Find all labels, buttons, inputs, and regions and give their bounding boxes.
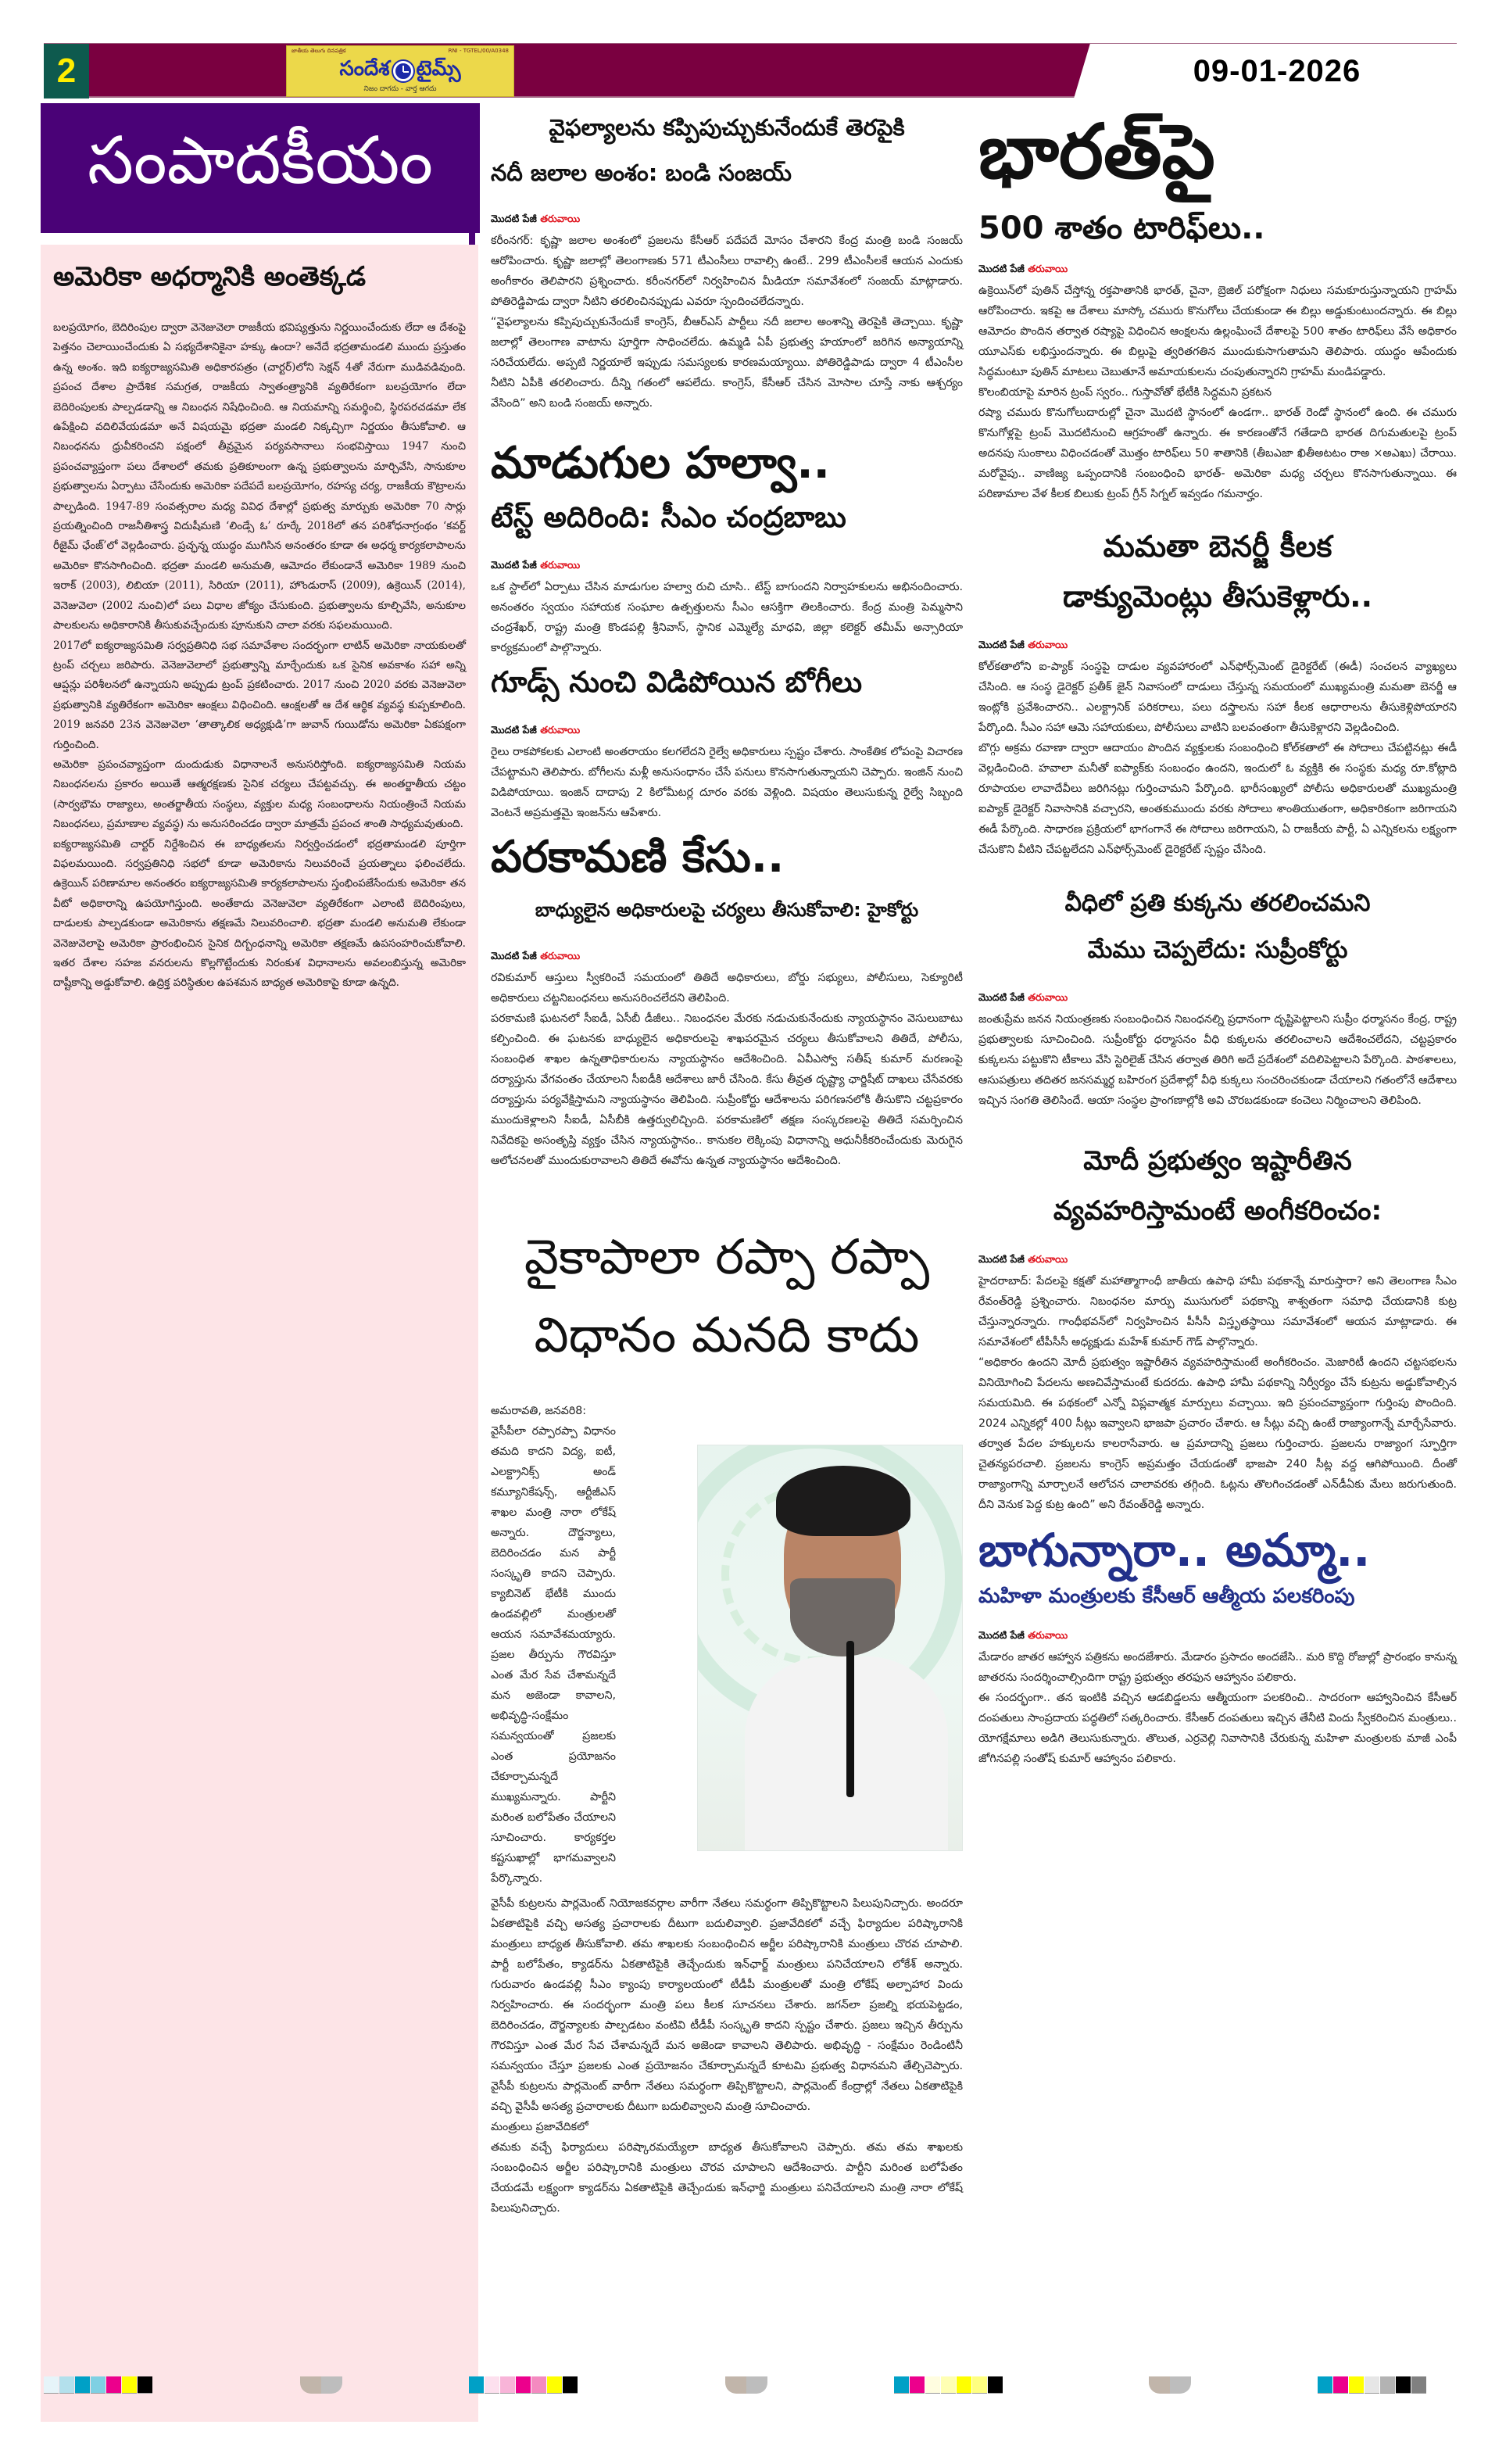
editorial-title: అమెరికా అధర్మానికి అంతెక్కడ	[53, 261, 367, 292]
color-swatch	[516, 2376, 531, 2394]
middle-column	[491, 105, 963, 2219]
paragraph: “అధికారం ఉందని మోదీ ప్రభుత్వం ఇష్టారీతిన వ్యవహరిస్తామంటే అంగీకరించం. మెజారిటీ ఉందని చట్టసభలను వినియోగించి పేదలను అణచివేస్తామంటే కుదరదు. ఉపాధి హామీ పథకాన్ని నిర్వీర్యం చేసే కుట్రను అడ్డుకోవాల్సిన సమయమిది. ఈ పథకంలో ఎన్నో విప్లవాత్మక మార్పులు వచ్చాయి. ఇది ప్రపంచవ్యాప్తంగా గుర్తింపు పొందింది. 2024 ఎన్నికల్లో 400 సీట్లు ఇవ్వాలని భాజపా ప్రచారం చేశారు. ఆ సీట్లు వచ్చి ఉంటే రాజ్యాంగాన్నే మార్చేసేవారు. తర్వాత పేదల హక్కులను కాలరాసేవారు. ఆ ప్రమాదాన్ని ప్రజలు గుర్తించారు. ప్రజలను రాజ్యాంగ స్ఫూర్తిగా చైతన్యపరచాలి. ప్రజలను కాంగ్రెస్ అప్రమత్తం చేయడంతో భాజపా 240 సీట్ల వద్ద ఆగిపోయింది. దీంతో రాజ్యాంగాన్ని మార్చాలనే ఆలోచన చాలావరకు తగ్గింది. ఓట్లను తొలగించడంతో ఎన్‌డీఏకు మేలు జరుగుతుంది. దీని వెనుక పెద్ద కుట్ర ఉంది” అని రేవంత్‌రెడ్డి అన్నారు.	[978, 1356, 1457, 1511]
continued-suffix: తరువాయి	[1028, 1629, 1068, 1641]
color-swatch	[972, 2376, 987, 2394]
color-swatch	[485, 2376, 499, 2394]
editorial-paragraph: 2017లో ఐక్యరాజ్యసమితి సర్వప్రతినిధి సభ సమావేశాల సందర్భంగా లాటిన్ అమెరికా నాయకులతో ట్రంప్ చర్చలు జరిపారు. వెనెజువెలాలో ప్రభుత్వాన్ని మార్చేందుకు ఒక సైనిక అవకాశం సహా అన్ని ఆప్షన్లు పరిశీలనలో ఉన్నాయని అప్పుడు ట్రంప్ ప్రకటించారు. 2017 నుంచి 2020 వరకు వెనెజువెలా ప్రభుత్వానికి వ్యతిరేకంగా అమెరికా ఆంక్షలు విధించింది. ఆంక్షలతో ఆ దేశ ఆర్థిక వ్యవస్థ కుప్పకూలింది. 2019 జనవరి 23న వెనెజువెలా ‘తాత్కాలిక అధ్యక్షుడి’గా జువాన్ గుయిడోను అమెరికా ఏకపక్షంగా గుర్తించింది.	[53, 639, 466, 751]
person-hair	[776, 1466, 910, 1536]
color-swatch	[1396, 2376, 1411, 2394]
paragraph: ఈ సందర్భంగా.. తన ఇంటికి వచ్చిన ఆడబిడ్డలను ఆత్మీయంగా పలకరించి.. సాదరంగా ఆహ్వానించిన కేసీఆర్ దంపతులు సాంప్రదాయ పద్ధతిలో సత్కరించారు. కేసీఆర్ దంపతులు ఇచ్చిన తేనీటి విందు స్వీకరించిన మంత్రులు.. యోగక్షేమాలు అడిగి తెలుసుకున్నారు. తొలుత, ఎర్రవెల్లి నివాసానికి చేరుకున్న మహిళా మంత్రులకు మాజీ ఎంపీ జోగినపల్లి సంతోష్ కుమార్ ఆహ్వానం పలికారు.	[978, 1692, 1457, 1765]
paragraph: రష్యా చమురు కొనుగోలుదారుల్లో చైనా మొదటి స్థానంలో ఉండగా.. భారత్ రెండో స్థానంలో ఉంది. ఈ చమురు కొనుగోళ్లపై ట్రంప్ మొదటినుంచి ఆగ్రహంతో ఉన్నారు. ఈ కారణంతోనే గతేడాది భారత దిగుమతులపై ట్రంప్ అదనపు సుంకాలు విధించడంతో మొత్తం టారిఫ్‌లు 50 శాతానికి (తీబఎజా ఖితీఅటటం రాఅ ×అఎఖు) చేరాయి. మరోవైపు.. వాణిజ్య ఒప్పందానికి సంబంధించి భారత్‌- అమెరికా మధ్య చర్చలు కొనసాగుతున్నాయి. ఈ పరిణామాల వేళ కీలక బిలుకు ట్రంప్ గ్రీన్ సిగ్నల్ ఇవ్వడం గమనార్హం.	[978, 406, 1457, 500]
article-stray-dogs	[978, 880, 1457, 1111]
headline-line-2[interactable]: మేము చెప్పలేదు: సుప్రీంకోర్టు	[1087, 937, 1348, 964]
editorial-paragraph: బలప్రయోగం, బెదిరింపుల ద్వారా వెనెజువెలా రాజకీయ భవిష్యత్తును నిర్ణయించేందుకు లేదా ఆ దేశంపై పెత్తనం చెలాయించేందుకు ఏ సభ్యదేశానికైనా హక్కు ఉందా? అనేదే భద్రతామండలి ముందు ప్రస్తుతం ఉన్న అంశం. ఇది ఐక్యరాజ్యసమితి అధికారపత్రం (చార్టర్)లోని సెక్షన్ 4తో నేరుగా ముడివడివుంది. ప్రపంచ దేశాల ప్రాదేశిక సమగ్రత, రాజకీయ స్వాతంత్ర్యానికి వ్యతిరేకంగా బలప్రయోగం లేదా బెదిరింపులకు పాల్పడడాన్ని ఆ నిబంధన నిషేధించింది. ఆ నియమాన్ని సమర్థించి, స్థిరపరచడమా లేక ఉపేక్షించి వదిలివేయడమా అనే విషయమై భద్రతా మండలి నిక్కచ్చిగా నిర్ణయం తీసుకోవాలి. ఆ నిబంధనను ధ్రువీకరించని పక్షంలో తీవ్రమైన పర్యవసానాలు సంభవిస్తాయి 1947 నుంచి ప్రపంచవ్యాప్తంగా పలు దేశాలలో తమకు ప్రతికూలంగా ఉన్న ప్రభుత్వాలను మార్చివేసి, సానుకూల ప్రభుత్వాలను ఏర్పాటు చేసేందుకు అమెరికా పదేపదే బలప్రయోగం, రహస్య చర్య, రాజకీయ కౌట్రాలను పాల్పడింది. 1947-89 సంవత్సరాల మధ్య వివిధ దేశాల్లో ప్రభుత్వ మార్పుకు అమెరికా 70 సార్లు ప్రయత్నించింది రాజనీతిశాస్త్ర విదుషీమణి ‘లిండ్సే ఓ’ రూర్కే 2018లో తన పరిశోధనాగ్రంథం ‘కవర్ట్ రీజైమ్ ఛేంజ్’లో వెల్లడించారు. ప్రచ్ఛన్న యుద్ధం ముగిసిన అనంతరం కూడా ఈ అధర్మ కార్యకలాపాలను అమెరికా కొనసాగించింది. భద్రతా మండలి అనుమతి, ఆమోదం లేకుండానే అమెరికా 1989 నుంచి ఇరాక్ (2003), లిబియా (2011), సిరియా (2011), హొండురాస్ (2009), ఉక్రెయిన్ (2014), వెనెజువెలా (2002 నుంచి)లో పలు విధాల జోక్యం చేసుకుంది. ప్రభుత్వాలను కూల్చివేసి, అనుకూల పాలకులను అధికారానికి తీసుకువచ్చేందుకు పూనుకుని చాలా వరకు సఫలమయింది.	[53, 321, 466, 632]
article-body	[491, 968, 963, 1171]
subheadline[interactable]: మహిళా మంత్రులకు కేసీఆర్ ఆత్మీయ పలకరింపు	[978, 1585, 1355, 1608]
headline[interactable]: గూడ్స్ నుంచి విడిపోయిన బోగీలు	[491, 665, 863, 699]
continued-label	[491, 559, 963, 574]
registration-bar-4	[1318, 2376, 1427, 2394]
color-swatch	[469, 2376, 484, 2394]
registration-blob-3	[1149, 2376, 1191, 2394]
continued-suffix: తరువాయి	[1028, 263, 1068, 274]
continued-prefix: మొదటి పేజీ	[491, 724, 537, 736]
article-body	[491, 1893, 963, 2219]
paragraph: మేడారం జాతర ఆహ్వాన పత్రికను అందజేశారు. మేడారం ప్రసాదం అందజేసి.. మరి కొద్ది రోజుల్లో ప్రారంభం కానున్న జాతరను సందర్శించాల్సిందిగా రాష్ట్ర ప్రభుత్వం తరఫున ఆహ్వానం పలికారు.	[978, 1651, 1457, 1684]
editorial-paragraph: ఐక్యరాజ్యసమితి చార్టర్ నిర్దేశించిన ఈ బాధ్యతలను నిర్వర్తించడంలో భద్రతామండలి పూర్తిగా విఫలమయింది. సర్వప్రతినిధి సభలో కూడా అమెరికాను నిలువరించే ప్రయత్నాలు ఫలించలేదు. ఉక్రెయిన్ పరిణామాల అనంతరం ఐక్యరాజ్యసమితి కార్యకలాపాలను స్తంభింపజేసేందుకు అమెరికా తన వీటో అధికారాన్ని ఉపయోగిస్తుంది. అంతేకాదు వెనెజువెలా వ్యతిరేకంగా ఎలాంటి బెదిరింపులు, దాడులకు పాల్పడకుండా అమెరికాను తక్షణమే నిలువరించాలి. భద్రతా మండలి అనుమతి లేకుండా వెనెజువెలాపై అమెరికా ప్రారంభించిన సైనిక దిగ్బంధనాన్ని అమెరికా తక్షణమే ఉపసంహరించుకోవాలి. ఇతర దేశాల సహజ వనరులను కొల్లగొట్టేందుకు నిరంకుశ విధానాలను అవలంబిస్తున్న అమెరికా దాష్టీకాన్ని అడ్డుకోవాలి. ఉద్రిక్త పరిస్థితుల ఉపశమన బాధ్యత అమెరికాపై కూడా ఉన్నది.	[53, 837, 466, 990]
color-swatch	[531, 2376, 546, 2394]
registration-bar-1	[44, 2376, 153, 2394]
continued-prefix: మొదటి పేజీ	[978, 1629, 1025, 1641]
article-body	[978, 1647, 1457, 1769]
continued-prefix: మొదటి పేజీ	[491, 559, 537, 571]
article-lead-text	[491, 1401, 616, 1889]
color-swatch	[1349, 2376, 1364, 2394]
color-swatch	[75, 2376, 90, 2394]
continued-prefix: మొదటి పేజీ	[978, 639, 1025, 650]
color-swatch	[910, 2376, 925, 2394]
continued-prefix: మొదటి పేజీ	[491, 950, 537, 962]
continued-prefix: మొదటి పేజీ	[978, 263, 1025, 274]
continued-label	[978, 1253, 1457, 1268]
article-body	[491, 742, 963, 823]
paragraph: కోల్‌కతాలోని ఐ-ప్యాక్ సంస్థపై దాడుల వ్యవహారంలో ఎన్‌ఫోర్స్‌మెంట్ డైరెక్టరేట్ (ఈడీ) సంచలన వ్యాఖ్యలు చేసింది. ఆ సంస్థ డైరెక్టర్ ప్రతీక్ జైన్ నివాసంలో దాడులు చేస్తున్న సమయంలో ముఖ్యమంత్రి మమతా బెనర్జీ ఆ ఇంట్లోకి ప్రవేశించారని.. ఎలక్ట్రానిక్ పరికరాలు, పలు దస్త్రాలను సహా కీలక ఆధారాలను తీసుకెళ్లిపోయారని పేర్కొంది. సీఎం సహా ఆమె సహాయకులు, పోలీసులు వాటిని బలవంతంగా తీసుకెళ్లారని వెల్లడించింది.	[978, 661, 1457, 734]
article-body	[978, 1271, 1457, 1515]
headline[interactable]: మోదీ ప్రభుత్వం ఇష్టారీతిన	[1083, 1145, 1352, 1176]
logo-subtitle: జాతీయ తెలుగు దినపత్రిక	[292, 48, 346, 54]
article-mamata	[978, 521, 1457, 860]
right-column	[978, 105, 1457, 1769]
article-bandi-sanjay	[491, 105, 963, 414]
color-swatch	[122, 2376, 137, 2394]
continued-suffix: తరువాయి	[540, 213, 581, 224]
paragraph: వైసీపీలా రప్పారప్పా విధానం తమది కాదని విద్య, ఐటీ, ఎలక్ట్రానిక్స్ అండ్ కమ్యూనికేషన్స్, ఆర్టీజీఎస్ శాఖల మంత్రి నారా లోకేష్ అన్నారు. దౌర్జన్యాలు, బెదిరించడం మన పార్టీ సంస్కృతి కాదని చెప్పారు. క్యాబినెట్ భేటీకి ముందు ఉండవల్లిలో మంత్రులతో ఆయన సమావేశమయ్యారు. ప్రజల తీర్పును గౌరవిస్తూ ఎంత మేర సేవ చేశామన్నదే మన అజెండా కావాలని, అభివృద్ధి-సంక్షేమం సమన్వయంతో ప్రజలకు ఎంత ప్రయోజనం చేకూర్చామన్నదే ముఖ్యమన్నారు. పార్టీని మరింత బలోపేతం చేయాలని సూచించారు. కార్యకర్తల కష్టసుఖాల్లో భాగమవ్వాలని పేర్కొన్నారు.	[491, 1425, 616, 1885]
headline[interactable]: పరకామణి కేసు..	[491, 832, 785, 883]
article-revanth-modi	[978, 1136, 1457, 1515]
editorial-box	[41, 245, 478, 2422]
continued-suffix: తరువాయి	[540, 559, 581, 571]
continued-label	[491, 213, 963, 227]
continued-suffix: తరువాయి	[1028, 639, 1068, 650]
subsection-heading: కొలంబియాపై మారిన ట్రంప్ స్వరం.. గుస్తావోతో భేటీకి సిద్ధమని ప్రకటన	[978, 386, 1272, 399]
registration-blob-2	[725, 2376, 767, 2394]
article-parakamani	[491, 828, 963, 1171]
headline[interactable]: మాడుగుల హల్వా..	[491, 438, 830, 489]
color-swatch	[941, 2376, 956, 2394]
article-body	[491, 231, 963, 414]
article-tariffs	[978, 105, 1457, 504]
color-swatch	[59, 2376, 74, 2394]
microphone-icon	[846, 1641, 854, 1797]
headline[interactable]: భారత్‌పై	[978, 108, 1215, 195]
subheadline[interactable]: 500 శాతం టారిఫ్‌లు..	[978, 210, 1265, 246]
continued-prefix: మొదటి పేజీ	[978, 991, 1025, 1003]
continued-prefix: మొదటి పేజీ	[978, 1253, 1025, 1265]
article-body	[978, 1009, 1457, 1111]
color-swatch	[1380, 2376, 1395, 2394]
paragraph: రవికుమార్ ఆస్తులు స్వీకరించే సమయంలో తితిదే అధికారులు, బోర్డు సభ్యులు, పోలీసులు, సెక్యూరిటీ అధికారులు చట్టనిబంధనలు అనుసరించలేదని తెలిపింది.	[491, 972, 963, 1005]
paragraph: తమకు వచ్చే ఫిర్యాదులు పరిష్కారమయ్యేలా బాధ్యత తీసుకోవాలని చెప్పారు. తమ తమ శాఖలకు సంబంధించిన అర్జీల పరిష్కారానికి మంత్రులు చొరవ చూపాలని ఆదేశించారు. పార్టీని మరింత బలోపేతం చేయడమే లక్ష్యంగా క్యాడర్‌ను ఏకతాటిపైకి తెచ్చేందుకు ఇన్‌ఛార్జి మంత్రులు పనిచేయాలని మంత్రి నారా లోకేష్ పిలుపునిచ్చారు.	[491, 2141, 963, 2215]
person-beard	[790, 1578, 895, 1656]
subheadline[interactable]: టేస్ట్ అదిరింది: సీఎం చంద్రబాబు	[491, 500, 846, 534]
color-swatch	[563, 2376, 578, 2394]
color-swatch	[1333, 2376, 1348, 2394]
article-madugula-halwa	[491, 434, 963, 658]
continued-label	[978, 263, 1457, 278]
color-swatch	[138, 2376, 152, 2394]
color-swatch	[91, 2376, 106, 2394]
paragraph: బొగ్గు అక్రమ రవాణా ద్వారా ఆదాయం పొందిన వ్యక్తులకు సంబంధించి కోల్‌కతాలో ఈ సోదాలు చేపట్టినట్లు ఈడీ వెల్లడించింది. హవాలా మనీతో ఐప్యాక్‌కు సంబంధం ఉందని, ఇందులో ఓ వ్యక్తికి ఈ సంస్థకు మధ్య రూ.కోట్లాది రూపాయల లావాదేవీలు జరిగినట్లు గుర్తించామని పేర్కొంది. భారీసంఖ్యలో పోలీసు అధికారులతో ముఖ్యమంత్రి ఐప్యాక్ డైరెక్టర్ నివాసానికి వచ్చారని, అంతకుముందు వరకు సోదాలు శాంతియుతంగా, అధికారికంగా జరిగాయని ఈడీ పేర్కొంది. సాధారణ ప్రక్రియలో భాగంగానే ఈ సోదాలు జరిగాయని, ఏ రాజకీయ పార్టీ, ఏ ఎన్నికలను లక్ష్యంగా చేసుకొని వీటిని చేపట్టలేదని ఎన్‌ఫోర్స్‌మెంట్ డైరెక్టరేట్ స్పష్టం చేసింది.	[978, 742, 1457, 856]
clock-icon	[393, 61, 413, 81]
headline-line-2[interactable]: వ్యవహరిస్తామంటే అంగీకరించం:	[1053, 1195, 1382, 1227]
color-swatch	[547, 2376, 562, 2394]
article-body	[978, 657, 1457, 860]
registration-blob-1	[300, 2376, 342, 2394]
column-rule	[469, 103, 475, 256]
headline[interactable]: వైకాపాలా రప్పా రప్పా	[524, 1228, 930, 1285]
logo-name-right: టైమ్స్	[416, 57, 461, 81]
continued-label	[978, 1629, 1457, 1644]
paragraph: ఉక్రెయిన్‌లో పుతిన్ చేస్తోన్న రక్తపాతానికి భారత్, చైనా, బ్రెజిల్ పరోక్షంగా నిధులు సమకూరుస్తున్నాయని గ్రాహమ్ ఆరోపించారు. ఇకపై ఆ దేశాలు మాస్కో చమురు కొనుగోలు చేయకుండా ఈ బిల్లు అడ్డుకుంటుందన్నారు. ఈ బిల్లు ఆమోదం పొందిన తర్వాత రష్యాపై విధించిన ఆంక్షలను ఉల్లంఘించే దేశాలపై 500 శాతం టారిఫ్‌లు వేసే అధికారం యూఎస్‌కు లభిస్తుందన్నారు. ఈ బిల్లుపై త్వరితగతిన ముందుకుసాగుతామని తెలిపారు. యుద్ధం ఆపేందుకు సిద్ధమంటూ పుతిన్ మాటలు చెబుతూనే అమాయకులను చంపుతున్నారని గ్రాహమ్ మండిపడ్డారు.	[978, 285, 1457, 378]
paragraph: పరకామణి ఘటనలో సీఐడీ, ఏసీబీ డీజీలు.. నిబంధనల మేరకు నడుచుకునేందుకు న్యాయస్థానం వెసులుబాటు కల్పించింది. ఈ ఘటనకు బాధ్యులైన అధికారులపై శాఖపరమైన చర్యలు తీసుకోవాలని తితిదే, పోలీసు, సంబంధిత శాఖల ఉన్నతాధికారులను న్యాయస్థానం ఆదేశించింది. ఏవీఎస్వో సతీష్ కుమార్ మరణంపై దర్యాప్తును వేగవంతం చేయాలని సీఐడీకి ఆదేశాలు జారీ చేసింది. కేసు తీవ్రత దృష్ట్యా ఛార్జిషీట్ దాఖలు చేసేవరకు దర్యాప్తును పర్యవేక్షిస్తామని న్యాయస్థానం తెలిపింది. సుప్రీంకోర్టు ఆదేశాలను పరిగణనలోకి తీసుకొని చట్టప్రకారం ముందుకెళ్లాలని సీఐడీ, ఏసీబీకి ఉత్తర్వులిచ్చింది. పరకామణిలో తక్షణ సంస్కరణలపై తితిదే సమర్పించిన నివేదికపై అసంతృప్తి వ్యక్తం చేసిన న్యాయస్థానం.. కానుకల లెక్కింపు విధానాన్ని ఆధునీకీకరించేందుకు మెరుగైన ఆలోచనలతో ముందుకురావాలని తితిదే ఈవోను ఉన్నత న్యాయస్థానం ఆదేశించింది.	[491, 1012, 963, 1167]
page-number: 2	[44, 44, 89, 98]
article-lokesh	[491, 1218, 963, 2219]
article-body	[491, 577, 963, 658]
issue-date: 09-01-2026	[1193, 53, 1361, 88]
registration-bar-3	[894, 2376, 1003, 2394]
headline[interactable]: వైఫల్యాలను కప్పిపుచ్చుకునేందుకే తెరపైకి	[549, 114, 905, 141]
color-swatch	[1365, 2376, 1379, 2394]
editorial-paragraph: అమెరికా ప్రపంచవ్యాప్తంగా దుందుడుకు విధానాలనే అనుసరిస్తోంది. ఐక్యరాజ్యసమితి నియమ నిబంధనలను ప్రకారం అయితే ఆత్మరక్షణకు సైనిక చర్యలు చేపట్టవచ్చు. ఈ అంతర్జాతీయ చట్టం (సార్వభౌమ రాజ్యాలు, అంతర్జాతీయ సంస్థలు, వ్యక్తుల మధ్య సంబంధాలను నియంత్రించే నియమ నిబంధనలు, ప్రమాణాల వ్యవస్థ) ను అనుసరించడం ద్వారా మాత్రమే ప్రపంచ శాంతి సాధ్యమవుతుంది.	[53, 757, 466, 831]
color-swatch	[500, 2376, 515, 2394]
color-swatch	[1318, 2376, 1332, 2394]
continued-label	[978, 639, 1457, 654]
logo-registration: RNI - TGTEL/00/A0348	[448, 48, 509, 54]
article-kcr	[978, 1520, 1457, 1769]
paragraph: “వైఫల్యాలను కప్పిపుచ్చుకునేందుకే కాంగ్రెస్, బీఆర్ఎస్ పార్టీలు నదీ జలాల అంశాన్ని తెరపైకి తెచ్చాయి. కృష్ణా జలాల్లో తెలంగాణ వాటాను పూర్తిగా సాధించలేదు. ఉమ్మడి ఏపీ ప్రభుత్వ హయాంలో జరిగిన అన్యాయాన్ని సరిచేయలేదు. అప్పటి నిర్ణయాలే ఇప్పుడు సమస్యలకు కారణమయ్యాయి. పోతిరెడ్డిపాడు ద్వారా 4 టీఎంసీల నీటిని ఏపీకి తరలించారు. దీన్ని గతంలో ఆపలేదు. కాంగ్రెస్, కేసీఆర్ చేసిన మోసాల చూస్తే నాకు ఆశ్చర్యం వేసింది” అని బండి సంజయ్ అన్నారు.	[491, 316, 963, 410]
paragraph: ఒక స్టాల్‌లో ఏర్పాటు చేసిన మాడుగుల హల్వా రుచి చూసి.. టేస్ట్ బాగుందని నిర్వాహకులను అభినందించారు. అనంతరం స్వయం సహాయక సంఘాల ఉత్పత్తులను సీఎం ఆసక్తిగా తిలకించారు. కేంద్ర మంత్రి పెమ్మసాని చంద్రశేఖర్, రాష్ట్ర మంత్రి కొండపల్లి శ్రీనివాస్, స్థానిక ఎమ్మెల్యే మాధవి, జిల్లా కలెక్టర్ తమీమ్ అన్సారియా కార్యక్రమంలో పాల్గొన్నారు.	[491, 581, 963, 654]
continued-suffix: తరువాయి	[540, 950, 581, 962]
continued-label	[491, 724, 963, 739]
editorial-body	[48, 318, 470, 994]
headline[interactable]: వీధిలో ప్రతి కుక్కను తరలించమని	[1064, 890, 1371, 917]
continued-suffix: తరువాయి	[1028, 1253, 1068, 1265]
logo-name-left: సందేశ	[339, 57, 390, 81]
subheadline[interactable]: నదీ జలాల అంశం: బండి సంజయ్	[491, 159, 792, 186]
continued-suffix: తరువాయి	[540, 724, 581, 736]
color-swatch	[106, 2376, 121, 2394]
registration-bar-2	[469, 2376, 578, 2394]
paragraph: జంతుప్రేమ జనన నియంత్రణకు సంబంధించిన నిబంధనల్ని ప్రధానంగా దృష్టిపెట్టాలని సుప్రీం ధర్మాసనం కేంద్ర, రాష్ట్ర ప్రభుత్వాలకు సూచించింది. సుప్రీంకోర్టు ధర్మాసనం వీధి కుక్కలను తరలించాలని ఆదేశించలేదని, చట్టప్రకారం కుక్కలను పట్టుకొని టీకాలు వేసి స్టెరిలైజ్ చేసిన తర్వాత తిరిగి అదే ప్రదేశంలో వదిలిపెట్టాలని పేర్కొంది. పాఠశాలలు, ఆసుపత్రులు తదితర జనసమ్మర్థ బహిరంగ ప్రదేశాల్లో వీధి కుక్కలు సంచరించకుండా చేయాలని గతంలోనే ఆదేశాలు ఇచ్చిన సంగతి తెలిసిందే. ఆయా సంస్థల ప్రాంగణాల్లోకి అవి చొరబడకుండా కంచెలు నిర్మించాలని తెలిపింది.	[978, 1013, 1457, 1107]
lokesh-photo[interactable]	[697, 1445, 963, 1851]
color-swatch	[894, 2376, 909, 2394]
color-swatch	[988, 2376, 1003, 2394]
subsection-heading: మంత్రులు ప్రజావేదికలో	[491, 2121, 588, 2133]
continued-label	[491, 950, 963, 965]
headline-line-2[interactable]: డాక్యుమెంట్లు తీసుకెళ్లారు..	[1062, 579, 1373, 614]
paragraph: రైలు రాకపోకలకు ఎలాంటి అంతరాయం కలగలేదని రైల్వే అధికారులు స్పష్టం చేశారు. సాంకేతిక లోపంపై విచారణ చేపట్టామని తెలిపారు. బోగీలను మళ్లీ అనుసంధానం చేసే పనులు కొనసాగుతున్నాయని చెప్పారు. ఇంజిన్ నుంచి విడిపోయాయి. ఇంజిన్ దాదాపు 2 కిలోమీటర్ల దూరం వరకు వెళ్లింది. విషయం తెలుసుకున్న రైల్వే సిబ్బంది వెంటనే అప్రమత్తమై ఇంజన్‌ను ఆపేశారు.	[491, 746, 963, 819]
headline[interactable]: బాగున్నారా.. అమ్మా..	[978, 1524, 1371, 1577]
article-goods-train	[491, 658, 963, 823]
continued-label	[978, 991, 1457, 1006]
article-body	[978, 281, 1457, 504]
editorial-banner: సంపాదకీయం	[41, 103, 480, 233]
logo-tagline: నిజం దాగదు - వార్త ఆగదు	[363, 85, 437, 93]
color-swatch	[925, 2376, 940, 2394]
headline[interactable]: మమతా బెనర్జీ కీలక	[1103, 529, 1332, 564]
paragraph: కరీంనగర్: కృష్ణా జలాల అంశంలో ప్రజలను కేసీఆర్ పదేపదే మోసం చేశారని కేంద్ర మంత్రి బండి సంజయ్ ఆరోపించారు. కృష్ణా జలాల్లో తెలంగాణకు 571 టీఎంసీలు రావాల్సి ఉంటే.. 299 టీఎంసీలకే ఆయన ఎందుకు అంగీకారం తెలిపారని ప్రశ్నించారు. కరీంనగర్‌లో నిర్వహించిన మీడియా సమావేశంలో సంజయ్ మాట్లాడారు. పోతిరెడ్డిపాడు ద్వారా నీటిని తరలించినప్పుడు ఎవరూ స్పందించలేదన్నారు.	[491, 235, 963, 308]
logo-name	[287, 57, 513, 85]
paragraph: హైదరాబాద్: పేదలపై కక్షతో మహాత్మాగాంధీ జాతీయ ఉపాధి హామీ పథకాన్నే మారుస్తారా? అని తెలంగాణ సీఎం రేవంత్‌రెడ్డి ప్రశ్నించారు. నిబంధనల మార్పు ముసుగులో పథకాన్ని శాశ్వతంగా సమాధి చేయడానికి కుట్ర చేస్తున్నారన్నారు. గాంధీభవన్‌లో నిర్వహించిన పీసీసీ విస్తృతస్థాయి సమావేశంలో ఆయన మాట్లాడారు. ఈ సమావేశంలో టీపీసీసీ అధ్యక్షుడు మహేశ్ కుమార్ గౌడ్ పాల్గొన్నారు.	[978, 1275, 1457, 1348]
continued-prefix: మొదటి పేజీ	[491, 213, 537, 224]
headline-line-2[interactable]: విధానం మనది కాదు	[534, 1306, 920, 1363]
newspaper-logo[interactable]	[286, 45, 514, 97]
masthead	[44, 43, 1457, 98]
color-swatch	[957, 2376, 971, 2394]
color-swatch	[1411, 2376, 1426, 2394]
color-swatch	[44, 2376, 59, 2394]
subheadline[interactable]: బాధ్యులైన అధికారులపై చర్యలు తీసుకోవాలి: హైకోర్టు	[535, 899, 919, 921]
continued-suffix: తరువాయి	[1028, 991, 1068, 1003]
lokesh-story-block	[491, 1401, 963, 1889]
dateline: అమరావతి, జనవరి8:	[491, 1405, 587, 1417]
paragraph: వైసీపీ కుట్రలను పార్లమెంట్ నియోజకవర్గాల వారీగా నేతలు సమర్థంగా తిప్పికొట్టాలని పిలుపునిచ్చారు. అందరూ ఏకతాటిపైకి వచ్చి అసత్య ప్రచారాలకు దీటుగా బదులివ్వాలి. ప్రజావేదికలో వచ్చే ఫిర్యాదుల పరిష్కారానికి మంత్రులు బాధ్యత తీసుకోవాలి. తమ శాఖలకు సంబంధించిన అర్జీల పరిష్కారానికి మంత్రులు చొరవ చూపాలి. పార్టీ బలోపేతం, క్యాడర్‌ను ఏకతాటిపైకి తెచ్చేందుకు ఇన్‌ఛార్జ్ మంత్రులు పనిచేయాలని లోకేశ్ అన్నారు. గురువారం ఉండవల్లి సీఎం క్యాంపు కార్యాలయంలో టీడీపీ మంత్రులతో మంత్రి లోకేష్ అల్పాహార విందు నిర్వహించారు. ఈ సందర్భంగా మంత్రి పలు కీలక సూచనలు చేశారు. జగన్‌లా ప్రజల్ని భయపెట్టడం, బెదిరించడం, దౌర్జన్యాలకు పాల్పడటం వంటివి టీడీపీ సంస్కృతి కాదని స్పష్టం చేశారు. ప్రజలు ఇచ్చిన తీర్పును గౌరవిస్తూ ఎంత మేర సేవ చేశామన్నదే మన అజెండా కావాలని తెలిపారు. అభివృద్ధి - సంక్షేమం రెండింటినీ సమన్వయం చేస్తూ ప్రజలకు ఎంత ప్రయోజనం చేకూర్చామన్నదే కూటమి ప్రభుత్వ విధానమని తేల్చిచెప్పారు. వైసీపీ కుట్రలను పార్లమెంట్ వారీగా నేతలు సమర్థంగా తిప్పికొట్టాలని, పార్లమెంట్ కేంద్రాల్లో నేతలు ఏకతాటిపైకి వచ్చి వైసీపీ అసత్య ప్రచారాలకు దీటుగా బదులివ్వాలని మంత్రి సూచించారు.	[491, 1897, 963, 2113]
